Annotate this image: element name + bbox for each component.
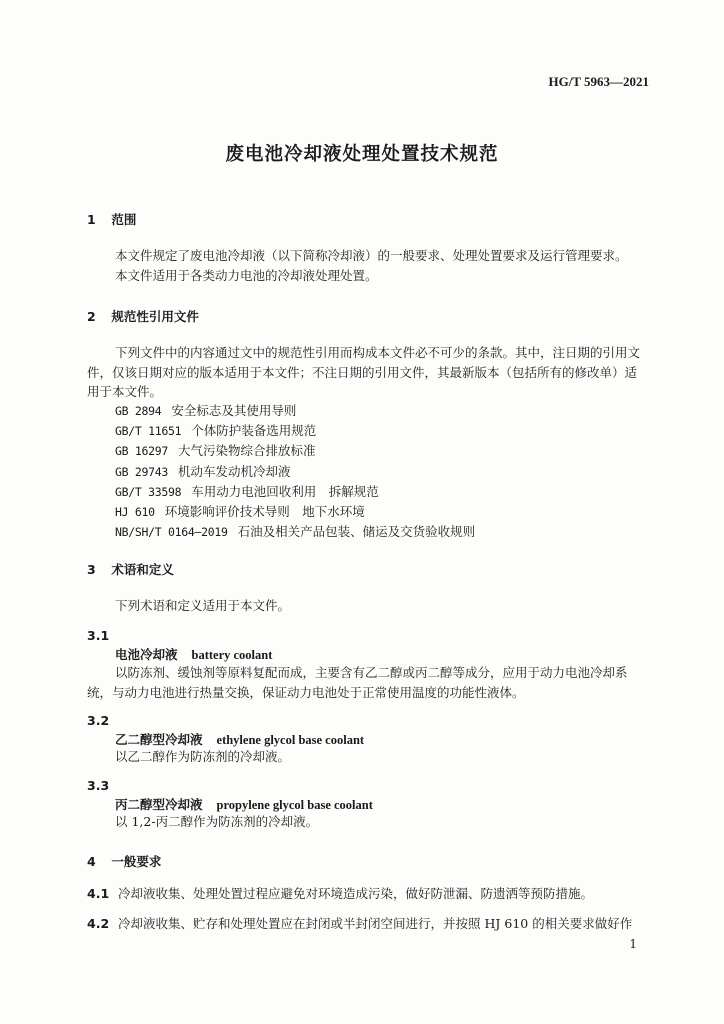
reference-code: GB/T 33598 [115, 484, 182, 499]
document-title: 废电池冷却液处理处置技术规范 [225, 144, 499, 165]
term-definition: 以防冻剂、缓蚀剂等原料复配而成，主要含有乙二醇或丙二醇等成分，应用于动力电池冷却系 [115, 665, 628, 680]
reference-item [115, 462, 475, 482]
term-definition: 统，与动力电池进行热量交换，保证动力电池处于正常使用温度的功能性液体。 [87, 685, 525, 700]
section-heading-4 [87, 852, 161, 870]
reference-item [115, 482, 475, 502]
clause-text: 冷却液收集、贮存和处理处置应在封闭或半封闭空间进行，并按照 HJ 610 的相关要求做好作 [118, 916, 633, 931]
term-definition: 以 1,2-丙二醇作为防冻剂的冷却液。 [115, 814, 319, 829]
term-en: propylene glycol base coolant [216, 798, 373, 812]
paragraph: 件，仅该日期对应的版本适用于本文件；不注日期的引用文件，其最新版本（包括所有的修改单）适 [87, 365, 638, 380]
reference-code: GB 16297 [115, 444, 168, 459]
reference-code: GB/T 11651 [115, 424, 182, 439]
term-number: 3.1 [87, 628, 110, 643]
term-cn: 电池冷却液 [115, 647, 178, 662]
term-number: 3.3 [87, 778, 110, 793]
reference-item [115, 502, 475, 522]
term-number: 3.2 [87, 713, 110, 728]
reference-title: 车用动力电池回收利用 拆解规范 [191, 483, 379, 499]
clause-text: 冷却液收集、处理处置过程应避免对环境造成污染，做好防泄漏、防遗洒等预防措施。 [118, 886, 594, 901]
normative-reference-list [115, 401, 475, 542]
reference-title: 个体防护装备选用规范 [191, 423, 317, 439]
reference-title: 大气污染物综合排放标准 [178, 443, 316, 459]
term-heading [115, 645, 272, 663]
reference-title: 安全标志及其使用导则 [171, 403, 297, 418]
clause-number: 4.1 [87, 886, 110, 901]
reference-title: 石油及相关产品包装、储运及交货验收规则 [237, 524, 476, 540]
term-heading [115, 730, 364, 748]
paragraph: 下列文件中的内容通过文中的规范性引用而构成本文件必不可少的条款。其中，注日期的引用文 [115, 345, 641, 360]
section-title: 一般要求 [111, 854, 162, 869]
reference-item [115, 441, 475, 461]
page-number: 1 [629, 937, 637, 951]
reference-item [115, 421, 475, 441]
reference-code: NB/SH/T 0164—2019 [115, 525, 228, 540]
paragraph: 本文件规定了废电池冷却液（以下简称冷却液）的一般要求、处理处置要求及运行管理要求。 [115, 248, 628, 263]
paragraph: 本文件适用于各类动力电池的冷却液处理处置。 [115, 268, 378, 283]
section-number: 3 [87, 562, 96, 577]
reference-code: GB 2894 [115, 404, 162, 418]
section-heading-1 [87, 210, 136, 228]
term-en: battery coolant [191, 648, 273, 662]
section-title: 规范性引用文件 [111, 309, 199, 324]
section-title: 术语和定义 [111, 562, 174, 577]
term-cn: 乙二醇型冷却液 [115, 732, 203, 747]
clause-number: 4.2 [87, 916, 110, 931]
term-en: ethylene glycol base coolant [216, 733, 365, 747]
standard-code: HG/T 5963—2021 [548, 74, 649, 89]
section-number: 4 [87, 854, 96, 869]
reference-title: 环境影响评价技术导则 地下水环境 [164, 504, 365, 520]
section-heading-2 [87, 307, 199, 325]
reference-code: HJ 610 [115, 505, 155, 520]
paragraph: 下列术语和定义适用于本文件。 [115, 598, 291, 613]
section-heading-3 [87, 560, 174, 578]
term-heading [115, 795, 373, 813]
term-cn: 丙二醇型冷却液 [115, 797, 203, 812]
reference-item [115, 401, 475, 421]
reference-item [115, 522, 475, 542]
paragraph: 用于本文件。 [87, 384, 163, 399]
section-number: 1 [87, 212, 96, 227]
term-definition: 以乙二醇作为防冻剂的冷却液。 [115, 749, 291, 764]
reference-title: 机动车发动机冷却液 [178, 463, 291, 479]
reference-code: GB 29743 [115, 464, 168, 479]
section-number: 2 [87, 309, 96, 324]
section-title: 范围 [111, 212, 137, 227]
